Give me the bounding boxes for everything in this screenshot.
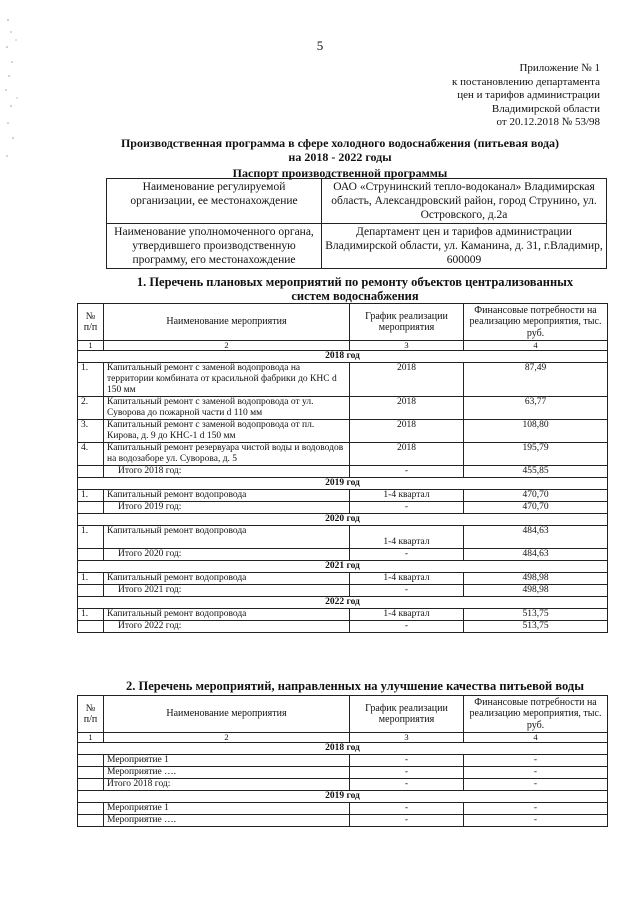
year-row: 2022 год (78, 597, 608, 609)
document-title: Производственная программа в сфере холодного водоснабжения (питьевая вода) на 2018 - 2022 годы (120, 136, 560, 164)
table-row: 1. Капитальный ремонт водопровода 1-4 квартал 470,70 (78, 490, 608, 502)
year-row: 2018 год (78, 743, 608, 755)
passport-label: Наименование уполномоченного органа, утвердившего производственную программу, его местонахождение (107, 224, 322, 269)
repair-table (77, 303, 608, 633)
year-row: 2021 год (78, 561, 608, 573)
table-header: № п/п Наименование мероприятия График реализации мероприятия Финансовые потребности на реализацию мероприятия, тыс. руб. (78, 304, 608, 341)
appendix-note: Приложение № 1 к постановлению департамента цен и тарифов администрации Владимирской области от 20.12.2018 № 53/98 (452, 62, 600, 128)
section1-title: 1. Перечень плановых мероприятий по ремонту объектов централизованных систем водоснабжения (136, 275, 574, 303)
total-row: Итого 2019 год: - 470,70 (78, 502, 608, 514)
total-row: Итого 2021 год: - 498,98 (78, 585, 608, 597)
table-row: 1. Капитальный ремонт с заменой водопровода на территории комбината от красильной фабрики до КНС d 150 мм 2018 87,49 (78, 363, 608, 397)
total-row: Итого 2020 год: - 484,63 (78, 549, 608, 561)
table-row: 4. Капитальный ремонт резервуара чистой воды и водоводов на водозаборе ул. Суворова, д. 5 2018 195,79 (78, 443, 608, 466)
total-row: Итого 2018 год: - 455,85 (78, 466, 608, 478)
column-numbers: 1 2 3 4 (78, 733, 608, 743)
binding-marks (2, 10, 32, 170)
section2-title: 2. Перечень мероприятий, направленных на улучшение качества питьевой воды (126, 679, 584, 693)
table-row: 2. Капитальный ремонт с заменой водопровода от ул. Суворова до пожарной части d 110 мм 2018 63,77 (78, 397, 608, 420)
passport-label: Наименование регулируемой организации, ее местонахождение (107, 179, 322, 224)
table-row: Мероприятие 1 - - (78, 755, 608, 767)
table-header: № п/п Наименование мероприятия График реализации мероприятия Финансовые потребности на реализацию мероприятия, тыс. руб. (78, 696, 608, 733)
passport-value: Департамент цен и тарифов администрации Владимирской области, ул. Каманина, д. 31, г.Владимир, 600009 (322, 224, 607, 269)
total-row: Итого 2022 год: - 513,75 (78, 621, 608, 633)
table-row: Мероприятие 1 - - (78, 803, 608, 815)
table-row: 3. Капитальный ремонт с заменой водопровода от пл. Кирова, д. 9 до КНС-1 d 150 мм 2018 108,80 (78, 420, 608, 443)
year-row: 2018 год (78, 351, 608, 363)
passport-title: Паспорт производственной программы (232, 166, 448, 180)
passport-row (107, 224, 607, 269)
year-row: 2019 год (78, 791, 608, 803)
quality-table (77, 695, 608, 827)
passport-row (107, 179, 607, 224)
year-row: 2019 год (78, 478, 608, 490)
table-row: Мероприятие …. - - (78, 767, 608, 779)
passport-value: ОАО «Струнинский тепло-водоканал» Владимирская область, Александровский район, город Струнино, ул. Островского, д.2а (322, 179, 607, 224)
year-row: 2020 год (78, 514, 608, 526)
column-numbers: 1 2 3 4 (78, 341, 608, 351)
table-row: Мероприятие …. - - (78, 815, 608, 827)
page-number: 5 (316, 38, 324, 53)
table-row: 1. Капитальный ремонт водопровода 1-4 квартал 513,75 (78, 609, 608, 621)
passport-table (106, 178, 607, 269)
table-row: 1. Капитальный ремонт водопровода 1-4 квартал 484,63 (78, 526, 608, 549)
total-row: Итого 2018 год: - - (78, 779, 608, 791)
table-row: 1. Капитальный ремонт водопровода 1-4 квартал 498,98 (78, 573, 608, 585)
